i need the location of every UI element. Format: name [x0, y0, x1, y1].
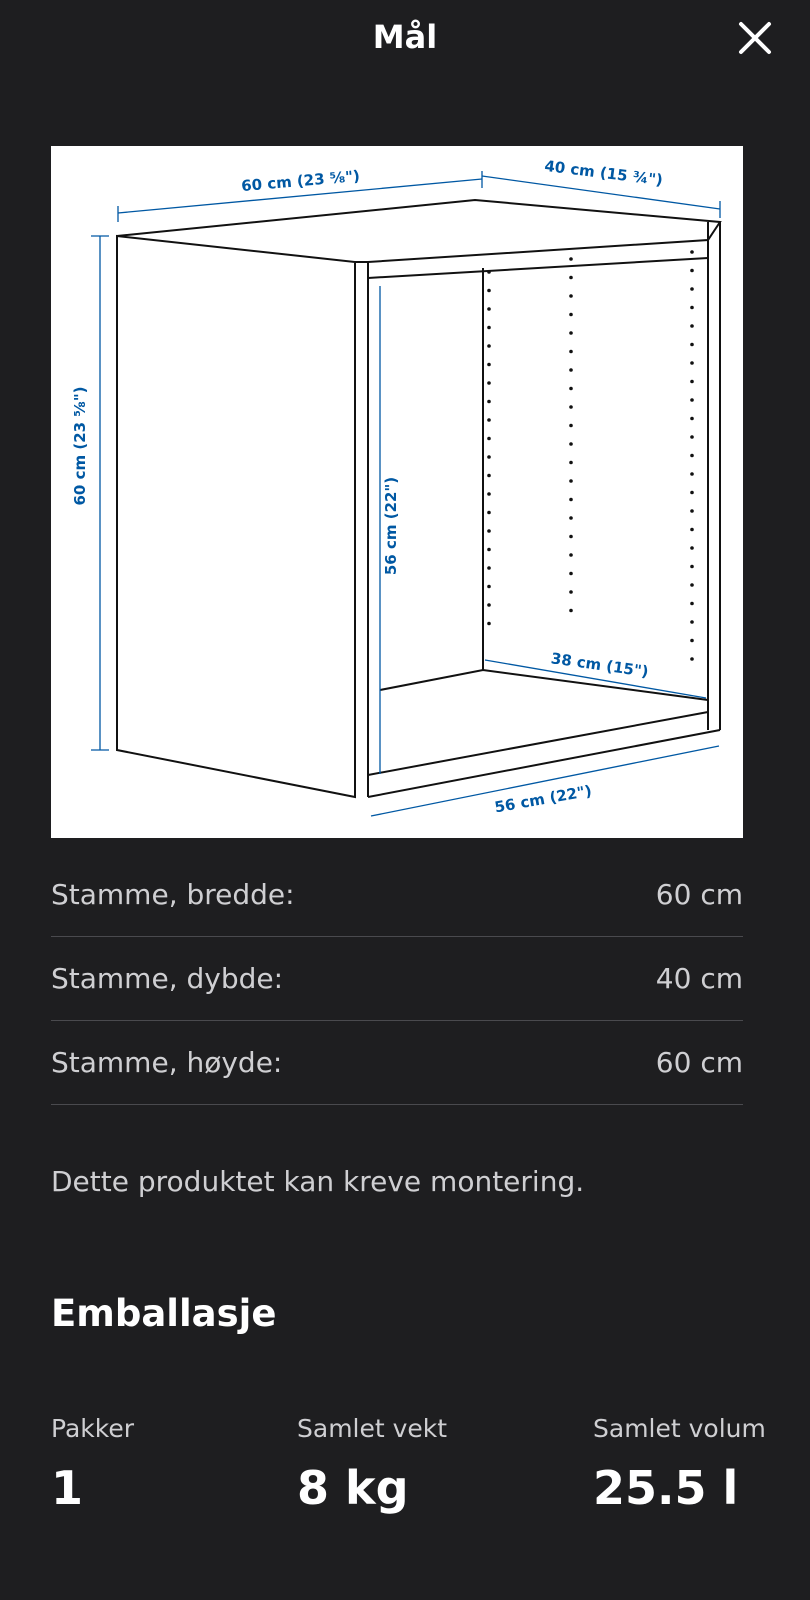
packaging-heading: Emballasje — [51, 1292, 277, 1335]
peg-hole — [569, 387, 573, 391]
inner-width-label: 56 cm (22") — [493, 781, 594, 817]
peg-hole — [487, 289, 491, 293]
stat-value: 1 — [51, 1461, 84, 1515]
peg-hole — [690, 287, 694, 291]
peg-hole — [690, 565, 694, 569]
peg-hole — [487, 344, 491, 348]
peg-hole — [690, 250, 694, 254]
assembly-note: Dette produktet kan kreve montering. — [51, 1165, 585, 1198]
measurement-label: Stamme, høyde: — [51, 1045, 283, 1079]
peg-hole — [487, 548, 491, 552]
peg-hole — [690, 639, 694, 643]
peg-hole — [569, 442, 573, 446]
peg-hole — [487, 622, 491, 626]
width-label: 60 cm (23 ⅝") — [240, 166, 361, 196]
stat-packages — [51, 1414, 134, 1515]
peg-hole — [569, 516, 573, 520]
measurement-label: Stamme, bredde: — [51, 877, 295, 911]
measurement-value: 60 cm — [655, 877, 743, 911]
close-button[interactable] — [735, 18, 775, 58]
peg-hole — [487, 474, 491, 478]
peg-hole — [690, 324, 694, 328]
dimension-diagram — [51, 146, 743, 838]
stat-label: Pakker — [51, 1414, 134, 1443]
peg-hole — [487, 418, 491, 422]
peg-hole — [569, 368, 573, 372]
peg-hole — [569, 590, 573, 594]
peg-hole — [690, 361, 694, 365]
stat-label: Samlet vekt — [297, 1414, 448, 1443]
peg-hole — [569, 479, 573, 483]
peg-hole — [487, 381, 491, 385]
peg-hole — [487, 455, 491, 459]
peg-hole — [487, 326, 491, 330]
peg-hole — [569, 276, 573, 280]
peg-hole — [690, 454, 694, 458]
peg-hole — [569, 313, 573, 317]
peg-hole — [569, 553, 573, 557]
peg-hole — [569, 331, 573, 335]
depth-label: 40 cm (15 ¾") — [543, 156, 664, 190]
height-label: 60 cm (23 ⅝") — [71, 386, 89, 506]
peg-hole — [487, 566, 491, 570]
peg-hole — [690, 435, 694, 439]
measurement-row-depth — [51, 936, 743, 1021]
peg-hole — [690, 472, 694, 476]
measurement-row-width — [51, 852, 743, 937]
stat-volume — [593, 1414, 766, 1515]
peg-hole — [690, 417, 694, 421]
measurement-value: 60 cm — [655, 1045, 743, 1079]
peg-hole — [487, 492, 491, 496]
peg-hole — [487, 270, 491, 274]
stat-weight — [297, 1414, 447, 1515]
peg-hole — [690, 343, 694, 347]
peg-hole — [487, 585, 491, 589]
peg-hole — [569, 294, 573, 298]
peg-hole — [569, 257, 573, 261]
peg-hole — [487, 363, 491, 367]
measurement-label: Stamme, dybde: — [51, 961, 284, 995]
peg-hole — [690, 398, 694, 402]
peg-hole — [569, 424, 573, 428]
peg-hole — [569, 498, 573, 502]
peg-hole — [487, 400, 491, 404]
peg-hole — [690, 269, 694, 273]
measurement-row-height — [51, 1020, 743, 1105]
peg-hole — [690, 602, 694, 606]
peg-hole — [487, 603, 491, 607]
inner-height-label: 56 cm (22") — [382, 476, 400, 576]
shelf-peg-holes — [487, 250, 694, 661]
peg-hole — [569, 350, 573, 354]
peg-hole — [690, 546, 694, 550]
stat-value: 8 kg — [297, 1461, 409, 1515]
page-title: Mål — [372, 18, 438, 56]
dimension-lines — [91, 171, 720, 816]
peg-hole — [690, 491, 694, 495]
peg-hole — [569, 535, 573, 539]
peg-hole — [487, 307, 491, 311]
inner-depth-label: 38 cm (15") — [549, 649, 650, 681]
peg-hole — [569, 405, 573, 409]
peg-hole — [690, 657, 694, 661]
peg-hole — [690, 306, 694, 310]
cabinet-drawing — [117, 200, 720, 797]
peg-hole — [690, 509, 694, 513]
peg-hole — [487, 529, 491, 533]
close-icon — [735, 18, 775, 58]
peg-hole — [487, 511, 491, 515]
stat-label: Samlet volum — [593, 1414, 766, 1443]
peg-hole — [690, 380, 694, 384]
peg-hole — [690, 620, 694, 624]
peg-hole — [569, 461, 573, 465]
peg-hole — [569, 609, 573, 613]
stat-value: 25.5 l — [593, 1461, 739, 1515]
peg-hole — [487, 437, 491, 441]
peg-hole — [690, 528, 694, 532]
peg-hole — [690, 583, 694, 587]
peg-hole — [569, 572, 573, 576]
measurement-value: 40 cm — [655, 961, 743, 995]
